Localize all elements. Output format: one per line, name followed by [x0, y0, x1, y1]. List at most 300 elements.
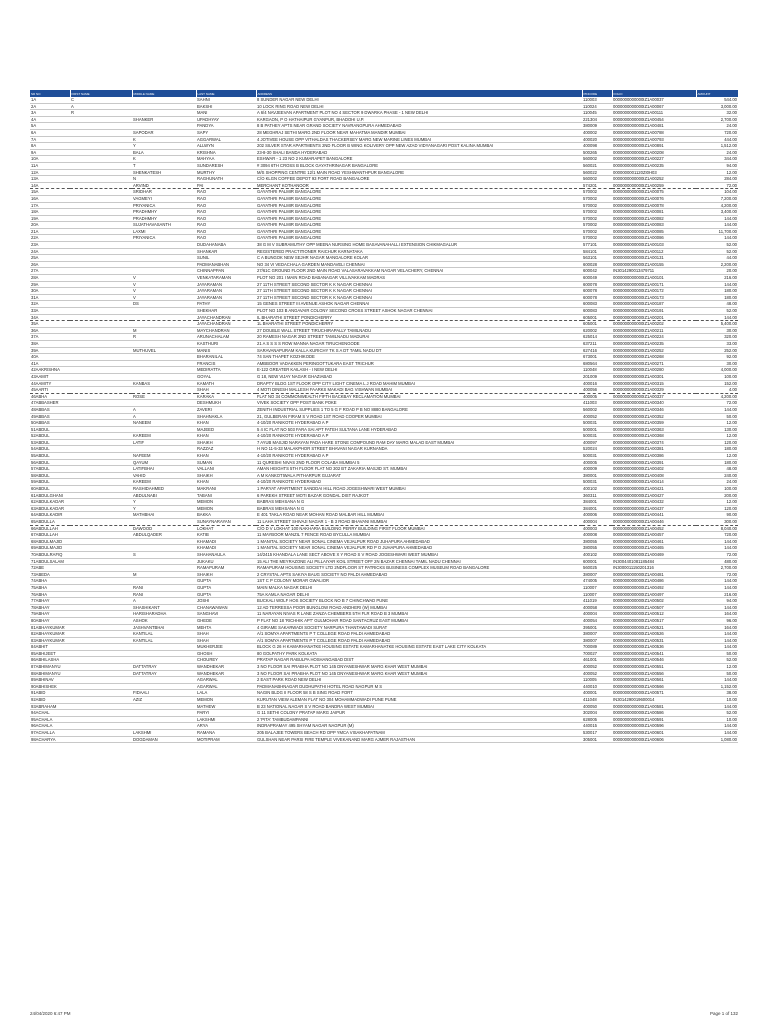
table-cell: 0000000000000IZ1A00536 — [612, 644, 696, 651]
table-cell: 75ABHA — [30, 584, 70, 591]
table-cell: 0000000000000IZ1A00391 — [612, 459, 696, 466]
table-cell: 13A — [30, 176, 70, 183]
table-cell: 0000000000000IZ1A00368 — [612, 433, 696, 440]
table-cell: 52.00 — [696, 248, 738, 255]
table-cell — [132, 242, 196, 249]
table-cell: 2,700.00 — [696, 565, 738, 572]
table-row — [30, 703, 738, 710]
table-cell: 560022 — [582, 169, 612, 176]
table-cell: KHAN — [196, 420, 256, 427]
table-cell: DESHMUKH — [196, 400, 256, 407]
table-cell: C — [70, 97, 132, 103]
table-cell: SHANKAR — [196, 248, 256, 255]
table-cell: GAYATHRI PALMIR BANGALORE — [256, 209, 582, 216]
table-row — [30, 499, 738, 506]
table-cell: 1L BHARATHI STREET PONDICHERRY — [256, 321, 582, 328]
table-cell: 380007 — [582, 571, 612, 578]
table-cell: ROSE — [132, 393, 196, 400]
table-cell — [132, 400, 196, 407]
table-cell: 0000000000000IZ1A00591 — [612, 716, 696, 723]
table-cell: 9A — [30, 149, 70, 156]
table-cell: NAGIN BLDG II FLOOR 58 S B SING ROAD FORT — [256, 690, 582, 697]
table-cell: 380007 — [582, 631, 612, 638]
table-cell: 72ABE — [30, 565, 70, 572]
table-cell: 52.00 — [696, 308, 738, 315]
table-cell: 0000000000000IZ1A00103 — [612, 242, 696, 249]
table-cell: 144.00 — [696, 703, 738, 710]
table-row — [30, 373, 738, 380]
table-cell: 50.00 — [696, 670, 738, 677]
table-row — [30, 294, 738, 301]
table-cell: 11A — [30, 162, 70, 169]
table-cell: SARAVANAPURAM KALLA KURICHY TK S A DT TAMIL NADU DT — [256, 347, 582, 354]
table-cell: GAYATHRI PALMIR BANGALORE — [256, 195, 582, 202]
table-cell: ESHWAR - 1 23 NO 2 KUMARAPET BANGALORE — [256, 156, 582, 163]
table-cell: 36A — [30, 327, 70, 334]
table-row — [30, 288, 738, 295]
table-cell: 48.00 — [696, 466, 738, 473]
table-cell: BAKKA — [196, 512, 256, 519]
table-cell: 80 GOLPATHY PARK KOLKATA — [256, 650, 582, 657]
table-cell: IN3000011150201316 — [612, 565, 696, 572]
table-cell — [70, 275, 132, 282]
table-row — [30, 624, 738, 631]
table-cell: 27 11TH STREET SECOND SECTOR K K NAGAR CHENNAI — [256, 294, 582, 301]
table-cell: 201009 — [582, 373, 612, 380]
table-cell: MAIN MALKA NAGAR DELHI — [256, 584, 582, 591]
table-cell — [70, 169, 132, 176]
table-cell — [70, 255, 132, 262]
table-cell: MAYCHANDRAN — [196, 327, 256, 334]
table-cell: 110048 — [582, 367, 612, 374]
table-cell: 0000000000000IZ1A00381 — [612, 446, 696, 453]
table-cell: 69ABDULMAJID — [30, 545, 70, 552]
table-cell: 12.00 — [696, 433, 738, 440]
table-cell — [70, 604, 132, 611]
table-cell: 0000000000000IZ1A00172 — [612, 288, 696, 295]
table-row — [30, 156, 738, 163]
table-row — [30, 354, 738, 361]
table-cell: GUPTA — [196, 591, 256, 598]
table-row — [30, 453, 738, 460]
table-cell: KHAMADI — [196, 538, 256, 545]
table-cell — [70, 354, 132, 361]
table-cell — [70, 637, 132, 644]
table-cell: 83ABHAYKUMAR — [30, 637, 70, 644]
table-cell: SHEKHAR — [196, 308, 256, 315]
table-cell: 79ABHAY — [30, 611, 70, 618]
table-cell: 400052 — [582, 413, 612, 420]
table-cell — [132, 340, 196, 347]
table-cell: AGGARWAL — [196, 136, 256, 143]
table-cell — [70, 519, 132, 526]
table-cell: 22A — [30, 235, 70, 242]
table-cell: 0000000000000IZ1A00201 — [612, 314, 696, 321]
table-cell: FIDAALI — [132, 690, 196, 697]
table-cell: GAYATHRI PALMIR BANGALORE — [256, 235, 582, 242]
table-cell: CHOUREY — [196, 657, 256, 664]
table-cell: VAHID — [132, 472, 196, 479]
table-cell — [70, 340, 132, 347]
table-cell: 0000000000000IZ1A00452 — [612, 525, 696, 532]
table-row — [30, 202, 738, 209]
table-cell: RAZZAZ — [196, 446, 256, 453]
table-cell: 0000000000000IZ1A00596 — [612, 723, 696, 730]
table-cell: G 18, NEW VIJAY NAGAR GHAZIABAD — [256, 373, 582, 380]
table-cell: KATIB — [196, 532, 256, 539]
table-cell: 67ABDULLAH — [30, 532, 70, 539]
table-cell: 32.00 — [696, 110, 738, 117]
table-cell: 15 ALI THE MEYRAZONE ALI PILLAIYAR KOIL STREET OFF 2N BAZAR CHENNAI TAMIL NADU CHENNAI — [256, 558, 582, 565]
column-header: LAST NAME — [196, 90, 256, 97]
table-cell: JAYARAMAN — [196, 281, 256, 288]
table-row — [30, 176, 738, 183]
table-cell: 27/61C GROUND FLOOR 2ND MAIN ROAD VALASARAVAKKAM NAGAR VELACHERY, CHENNAI — [256, 268, 582, 275]
table-cell: IN3014290013479711 — [612, 268, 696, 275]
column-header: FIRST NAME — [70, 90, 132, 97]
table-cell: 400102 — [582, 551, 612, 558]
table-row — [30, 136, 738, 143]
table-cell: 520024 — [582, 446, 612, 453]
table-cell: 205 BALAJEE TOWERS BEACH RD OPP YMCA VISAKHAPATNAM — [256, 730, 582, 737]
table-cell: 100.00 — [696, 373, 738, 380]
table-cell: RAO — [196, 209, 256, 216]
table-cell: 600028 — [582, 261, 612, 268]
table-cell: SHAHNAKLA — [196, 413, 256, 420]
table-cell: 144.00 — [696, 631, 738, 638]
table-cell: 71ABDULSALAM — [30, 558, 70, 565]
table-cell — [132, 545, 196, 552]
table-row — [30, 281, 738, 288]
table-row — [30, 261, 738, 268]
table-cell: 0000000000000IZ1A00037 — [612, 97, 696, 103]
table-cell — [70, 584, 132, 591]
table-cell: T — [132, 162, 196, 169]
table-cell: MAHYAA — [196, 156, 256, 163]
table-cell: 202 SILVER STAR APARTMENTS 2ND FLOOR B WING KOLIVERY OPP NEW AZAD VIDYANAGARI POST KALINA MUMBAI — [256, 143, 582, 150]
table-cell — [70, 400, 132, 407]
table-cell: JASHVANTBHAI — [132, 624, 196, 631]
table-cell: 0000000000000IZ1A00469 — [612, 551, 696, 558]
table-cell: 59ABDUL — [30, 479, 70, 486]
table-cell: SUJATHAVASANTH — [132, 222, 196, 229]
table-cell: LATIF — [132, 439, 196, 446]
table-cell: 11 NARAYAN NIVAS R LANE ZANZA CHEMBERS 5TH FLR ROAD B 3 MUMBAI — [256, 611, 582, 618]
table-cell: 92ABID — [30, 697, 70, 704]
table-cell: 28A — [30, 275, 70, 282]
table-row — [30, 466, 738, 473]
table-cell: CHINNAPPAN — [196, 268, 256, 275]
table-cell: 400098 — [582, 143, 612, 150]
table-cell: S — [132, 551, 196, 558]
table-cell: MUTHUVEL — [132, 347, 196, 354]
table-row — [30, 248, 738, 255]
table-cell: 0000000000000IZ1A00497 — [612, 591, 696, 598]
table-cell: 110007 — [582, 584, 612, 591]
table-cell: 82ABHAYKUMAR — [30, 631, 70, 638]
table-cell — [70, 413, 132, 420]
table-cell: BUCKALI WOLF HOS SOCIETY BLOCK NO B 7 CHINCHWAD PUNE — [256, 598, 582, 605]
table-cell: 43AAMIT — [30, 373, 70, 380]
table-cell: 570002 — [582, 189, 612, 196]
table-cell: 27 11TH STREET SECOND SECTOR K K NAGAR CHENNAI — [256, 288, 582, 295]
table-cell: SHAH — [196, 387, 256, 394]
table-cell: 474005 — [582, 578, 612, 585]
table-cell: 3 NO FLOOR SAI PRABHA PLOT NO 145 DNYANESHWAR MARG KHAR WEST MUMBAI — [256, 664, 582, 671]
table-cell: 0000000000000IZ1A00271 — [612, 360, 696, 367]
table-row — [30, 690, 738, 697]
table-cell: MAKRANI — [196, 486, 256, 493]
table-cell: 563101 — [582, 255, 612, 262]
table-cell: MURTHY — [196, 169, 256, 176]
table-cell: VENKATARAMAN — [196, 275, 256, 282]
table-cell: JUKAKU — [196, 558, 256, 565]
table-cell — [132, 123, 196, 130]
table-row — [30, 195, 738, 202]
table-cell: BABRAS MEHSANA N G — [256, 505, 582, 512]
table-cell — [70, 439, 132, 446]
table-cell: 544.00 — [696, 97, 738, 103]
table-cell: 144.00 — [696, 578, 738, 585]
table-cell: 625014 — [582, 334, 612, 341]
table-cell — [70, 116, 132, 123]
table-row — [30, 479, 738, 486]
table-cell: 305001 — [582, 736, 612, 743]
table-cell: MUKHERJEE — [196, 644, 256, 651]
table-cell: 411003 — [582, 400, 612, 407]
shareholder-table — [30, 90, 739, 743]
table-cell: # 3094 6TH CROSS B BLOCK GAYATHRINAGAR BANGALORE — [256, 162, 582, 169]
table-cell: 12A — [30, 169, 70, 176]
table-cell: KHAN — [196, 453, 256, 460]
table-cell: PADMANABHNAGAR DUDHUPATHI HOTEL ROAD NAGPUR M S — [256, 683, 582, 690]
table-row — [30, 433, 738, 440]
table-row — [30, 275, 738, 282]
table-cell: 0000000000000IZ1A00461 — [612, 538, 696, 545]
table-cell — [70, 472, 132, 479]
table-cell: 500031 — [582, 420, 612, 427]
table-cell — [70, 730, 132, 737]
table-cell: IL BHARATHI STREET PONDICHERRY — [256, 314, 582, 321]
table-cell: INDRAPRAMAY 495 SHYAM NAGAR NAGPUR (M) — [256, 723, 582, 730]
table-cell: 384001 — [582, 505, 612, 512]
table-cell: 0000000000000IZ1A00402 — [612, 466, 696, 473]
table-row — [30, 532, 738, 539]
table-cell: 11 LAHA STREET SHIVAJI NAGAR 1 - B 3 ROAD BHAVANI MUMBAI — [256, 519, 582, 526]
table-cell: SHAIKH — [196, 472, 256, 479]
table-cell: RAO — [196, 215, 256, 222]
table-cell: DOGDAMAN — [132, 736, 196, 743]
table-row — [30, 723, 738, 730]
table-cell: 0000000000000IZ1A00191 — [612, 308, 696, 315]
table-cell: 605001 — [582, 314, 612, 321]
table-cell: KASTHURI — [196, 340, 256, 347]
table-cell: 0000000000000IZ1A00075 — [612, 189, 696, 196]
table-cell: 52.00 — [696, 242, 738, 249]
table-cell: SHAHANAULA — [196, 551, 256, 558]
table-cell: 570002 — [582, 222, 612, 229]
table-cell — [132, 103, 196, 110]
table-cell: ABDULQADER — [132, 532, 196, 539]
table-row — [30, 400, 738, 407]
table-row — [30, 486, 738, 493]
table-row — [30, 683, 738, 690]
table-cell: 0000000000000IZ1A00101 — [612, 275, 696, 282]
table-cell: 400004 — [582, 519, 612, 526]
table-cell: 12.00 — [696, 169, 738, 176]
table-cell: 0000000000000IZ1A00517 — [612, 617, 696, 624]
table-cell: 12.00 — [696, 453, 738, 460]
table-row — [30, 677, 738, 684]
table-cell: M — [132, 327, 196, 334]
table-cell: 0000000000000IZ1A00502 — [612, 598, 696, 605]
table-cell: 144.00 — [696, 644, 738, 651]
table-cell: 0000000000000IZ1A00512 — [612, 611, 696, 618]
table-cell: 17A — [30, 202, 70, 209]
table-cell: 560021 — [582, 162, 612, 169]
table-cell: ABDULNABI — [132, 492, 196, 499]
table-cell: 628005 — [582, 716, 612, 723]
table-cell: JAYACHANDRAN — [196, 314, 256, 321]
table-cell: 42AAKRISHNA — [30, 367, 70, 374]
table-cell: 49ABBAS — [30, 413, 70, 420]
table-cell: R — [70, 110, 132, 117]
table-cell: KANTILAL — [132, 631, 196, 638]
table-cell: 400003 — [582, 525, 612, 532]
table-row — [30, 308, 738, 315]
table-cell: 0000000000000IZ1A00581 — [612, 703, 696, 710]
table-cell: 0000000000000IZ1A00081 — [612, 209, 696, 216]
table-cell — [132, 308, 196, 315]
table-cell: 14/2415 KHANDALA LANE SECT ABOVE X Y ROAD S V ROAD JOGESHWARI WEST MUMBAI — [256, 551, 582, 558]
table-cell: 637211 — [582, 340, 612, 347]
table-cell: 54ABDUL — [30, 446, 70, 453]
table-cell: BAKSHI — [196, 103, 256, 110]
table-cell: 20A — [30, 222, 70, 229]
table-cell: 144.00 — [696, 584, 738, 591]
table-cell: CHANAWAWAN — [196, 604, 256, 611]
table-row — [30, 420, 738, 427]
table-cell: KHAN — [196, 479, 256, 486]
table-cell: 0000000000000IZ1A00155 — [612, 261, 696, 268]
table-cell: 0000000000000IZ1A00352 — [612, 413, 696, 420]
table-cell — [70, 558, 132, 565]
table-cell: MEMON — [196, 505, 256, 512]
table-cell: 31A — [30, 294, 70, 301]
table-cell: M — [132, 571, 196, 578]
table-cell: 72.00 — [696, 400, 738, 407]
table-cell: 12.00 — [696, 499, 738, 506]
table-cell: 380001 — [582, 472, 612, 479]
table-row — [30, 631, 738, 638]
table-cell: GAYATHRI PALMIR BANGALORE — [256, 222, 582, 229]
table-cell: 570002 — [582, 202, 612, 209]
table-cell — [70, 195, 132, 202]
table-cell: 530017 — [582, 730, 612, 737]
table-cell: 75A KAMLA NAGAR DELHI — [256, 591, 582, 598]
table-cell: 11,700.00 — [696, 228, 738, 235]
table-cell: 7 AYUB MASJID NARAYAN PADA HARE STONE COMPOUND RAM DAY MARG MALAD EAST MUMBAI — [256, 439, 582, 446]
table-cell: 70ABDULRAFIQ — [30, 551, 70, 558]
table-cell: 2A — [30, 103, 70, 110]
table-cell: MEHTA — [196, 624, 256, 631]
table-cell: NO 34 VI VEDACHALA GARDEN MANDAVELI CHENNAI — [256, 261, 582, 268]
table-row — [30, 123, 738, 130]
table-cell: 57ABDUL — [30, 466, 70, 473]
table-cell: 0000000000000IZ1A00340 — [612, 400, 696, 407]
table-cell — [70, 466, 132, 473]
table-cell: 21A — [30, 228, 70, 235]
table-cell — [70, 479, 132, 486]
table-cell — [70, 288, 132, 295]
table-cell — [70, 736, 132, 743]
table-cell: 400056 — [582, 387, 612, 394]
table-cell: 0000000000000IZ1A00112 — [612, 248, 696, 255]
table-cell: 700089 — [582, 644, 612, 651]
table-cell: 30A — [30, 288, 70, 295]
table-cell: A — [132, 413, 196, 420]
table-cell: LAXMI — [132, 228, 196, 235]
table-row — [30, 103, 738, 110]
table-cell: BALA — [132, 149, 196, 156]
table-row — [30, 472, 738, 479]
table-cell: 240.00 — [696, 472, 738, 479]
table-cell: 78ABHAY — [30, 604, 70, 611]
table-row — [30, 340, 738, 347]
table-cell: 3A — [30, 110, 70, 117]
table-cell: 180.00 — [696, 446, 738, 453]
table-cell: Y — [132, 499, 196, 506]
table-row — [30, 571, 738, 578]
table-cell: 480.00 — [696, 558, 738, 565]
table-cell: 4 GIRAME SAKARWADI SOCIETY NARPURA THANTAWADI SURAT — [256, 624, 582, 631]
table-cell: 144.00 — [696, 723, 738, 730]
table-cell: 440015 — [582, 723, 612, 730]
table-cell: WANDHEKAR — [196, 670, 256, 677]
table-row — [30, 512, 738, 519]
table-cell: 0000000000000IZ1A00171 — [612, 281, 696, 288]
table-cell — [70, 538, 132, 545]
table-cell: 21 A S S S S ROW MANNA NAGAR TIRUCHENGODE — [256, 340, 582, 347]
table-cell: 0000000000000IZ1A00481 — [612, 123, 696, 130]
table-row — [30, 736, 738, 743]
table-cell: E 401 TAKLA ROAD NEAR MOHAN ROAD MALBAR HILL MUMBAI — [256, 512, 582, 519]
table-cell: 64ABDULKADIR — [30, 512, 70, 519]
table-row — [30, 413, 738, 420]
table-cell: 4-10/20 RANIKOTE HYDERABAD — [256, 479, 582, 486]
table-cell: 92.00 — [696, 354, 738, 361]
table-cell: PANDYA — [196, 123, 256, 130]
table-cell: SHASHIKANT — [132, 604, 196, 611]
table-cell: 0000000000000IZ1A00111 — [612, 110, 696, 117]
table-cell: 144.00 — [696, 545, 738, 552]
table-cell: 96.00 — [696, 617, 738, 624]
table-cell — [132, 255, 196, 262]
table-row — [30, 617, 738, 624]
table-cell: 62ABDULKADAR — [30, 499, 70, 506]
table-cell: 29A — [30, 281, 70, 288]
table-cell: Y — [132, 143, 196, 150]
table-cell: 10.00 — [696, 697, 738, 704]
table-cell: AZIZ — [132, 697, 196, 704]
table-cell: 0000000000000IZ1A00526 — [612, 631, 696, 638]
table-cell — [70, 393, 132, 400]
table-cell: MAJEED — [196, 426, 256, 433]
table-cell: 0000000000000IZ1A00083 — [612, 222, 696, 229]
table-cell: 4-10/20 RANIKOTE HYDERABAD A P — [256, 453, 582, 460]
table-cell: BHARANILAL — [196, 354, 256, 361]
table-cell: 0000000000000IZ1A00173 — [612, 294, 696, 301]
